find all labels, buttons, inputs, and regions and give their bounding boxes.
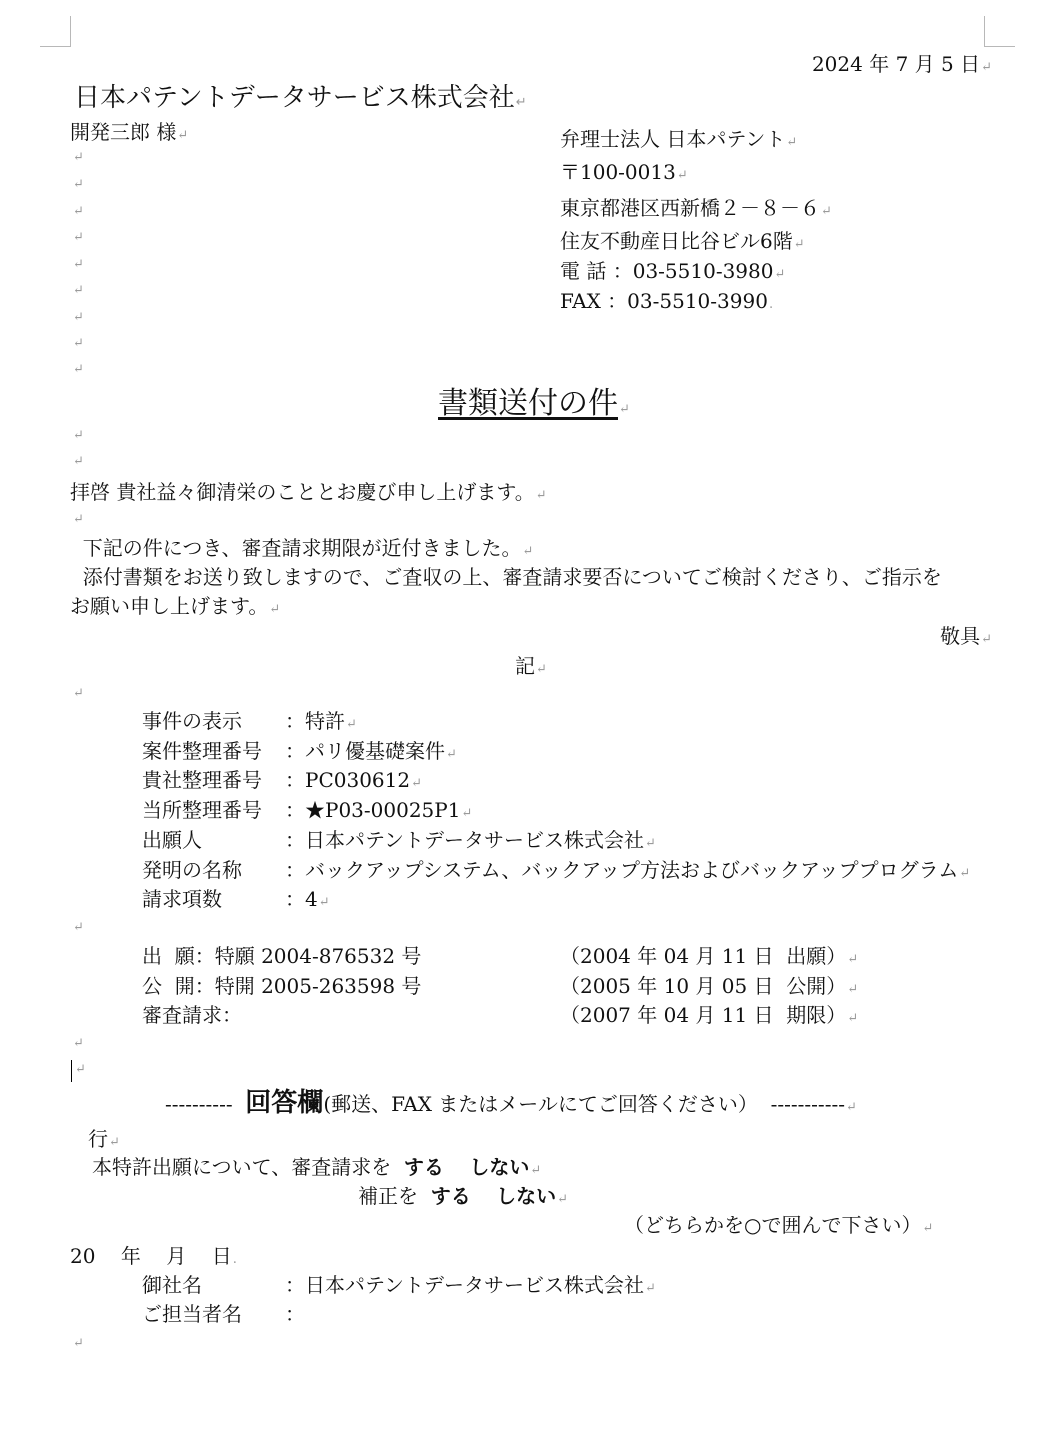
answer-person: ご担当者名 ：: [142, 1302, 305, 1326]
detail-invention-title: 発明の名称 ：バックアップシステム、バックアップ方法およびバックアッププログラム↵: [142, 858, 971, 882]
detail-office-ref: 当所整理番号 ：★P03-00025P1↵: [142, 798, 473, 822]
option-no-exam[interactable]: しない: [469, 1155, 530, 1179]
detail-applicant: 出願人 ：日本パテントデータサービス株式会社↵: [142, 828, 656, 852]
answer-question-2: 補正を する しない↵: [358, 1184, 569, 1208]
detail-client-ref: 貴社整理番号 ：PC030612↵: [142, 768, 423, 792]
body-paragraph-2-cont: お願い申し上げます。↵: [70, 594, 281, 618]
greeting-line: 拝啓 貴社益々御清栄のこととお慶び申し上げます。↵: [70, 480, 547, 504]
empty-paragraph-mark: ↵: [73, 150, 84, 165]
answer-company: 御社名 ：日本パテントデータサービス株式会社↵: [142, 1273, 656, 1297]
empty-paragraph-mark: ↵: [73, 310, 84, 325]
sender-postal: 〒100-0013↵: [560, 160, 688, 184]
ki-heading: 記↵: [515, 654, 547, 678]
answer-question-1: 本特許出願について、審査請求を する しない↵: [92, 1155, 542, 1179]
empty-paragraph-mark: ↵: [73, 177, 84, 192]
empty-paragraph-mark: ↵: [75, 1062, 86, 1077]
answer-title: 回答欄: [245, 1088, 324, 1118]
filing-exam-deadline: （2007 年 04 月 11 日 期限）↵: [560, 1003, 859, 1027]
empty-paragraph-mark: ↵: [73, 920, 84, 935]
body-paragraph-2: 添付書類をお送り致しますので、ご査収の上、審査請求要否についてご検討くださり、ご指示を: [70, 565, 942, 589]
sender-address-1: 東京都港区西新橋２－８－６↵: [560, 196, 832, 220]
document-date: 2024 年 7 月 5 日↵: [811, 52, 992, 76]
detail-claim-count: 請求項数 ：4↵: [142, 887, 330, 911]
answer-instruction: （どちらかを○で囲んで下さい）↵: [624, 1213, 934, 1237]
empty-paragraph-mark: ↵: [73, 686, 84, 701]
empty-paragraph-mark: ↵: [73, 283, 84, 298]
filing-application-date: （2004 年 04 月 11 日 出願）↵: [560, 944, 859, 968]
subject-title: 書類送付の件↵: [438, 387, 630, 420]
empty-paragraph-mark: ↵: [73, 362, 84, 377]
recipient-person: 開発三郎 様↵: [70, 120, 189, 144]
empty-paragraph-mark: ↵: [73, 1036, 84, 1051]
option-no-amend[interactable]: しない: [496, 1184, 557, 1208]
empty-paragraph-mark: ↵: [73, 336, 84, 351]
answer-to: 行↵: [88, 1127, 120, 1151]
empty-paragraph-mark: ↵: [73, 454, 84, 469]
empty-paragraph-mark: ↵: [73, 230, 84, 245]
filing-application: 出 願：特願 2004-876532 号: [142, 944, 422, 968]
sender-fax: FAX ：03-5510-3990.: [560, 289, 774, 313]
filing-publication: 公 開：特開 2005-263598 号: [142, 974, 422, 998]
empty-paragraph-mark: ↵: [73, 512, 84, 527]
option-yes-exam[interactable]: する: [403, 1155, 444, 1179]
crop-mark-top-left: [40, 16, 71, 47]
sender-address-2: 住友不動産日比谷ビル6階↵: [560, 229, 805, 253]
empty-paragraph-mark: ↵: [73, 204, 84, 219]
empty-paragraph-mark: ↵: [73, 257, 84, 272]
answer-section-header: ---------- 回答欄(郵送、FAX またはメールにてご回答ください） -----------↵: [165, 1088, 857, 1118]
detail-case-number: 案件整理番号 ：パリ優基礎案件↵: [142, 739, 457, 763]
text-cursor: [71, 1060, 72, 1082]
closing-keigu: 敬具↵: [940, 624, 992, 648]
option-yes-amend[interactable]: する: [430, 1184, 471, 1208]
empty-paragraph-mark: ↵: [73, 1336, 84, 1351]
filing-exam-request: 審査請求：: [142, 1003, 242, 1027]
crop-mark-top-right: [984, 16, 1015, 47]
detail-case-type: 事件の表示 ：特許↵: [142, 709, 357, 733]
sender-tel: 電 話 ：03-5510-3980↵: [560, 259, 786, 283]
sender-name: 弁理士法人 日本パテント↵: [560, 127, 798, 151]
answer-date-blank: 20 年 月 日.: [70, 1244, 237, 1268]
empty-paragraph-mark: ↵: [73, 428, 84, 443]
recipient-company: 日本パテントデータサービス株式会社↵: [74, 83, 527, 112]
body-paragraph-1: 下記の件につき、審査請求期限が近付きました。↵: [70, 536, 534, 560]
filing-publication-date: （2005 年 10 月 05 日 公開）↵: [560, 974, 859, 998]
